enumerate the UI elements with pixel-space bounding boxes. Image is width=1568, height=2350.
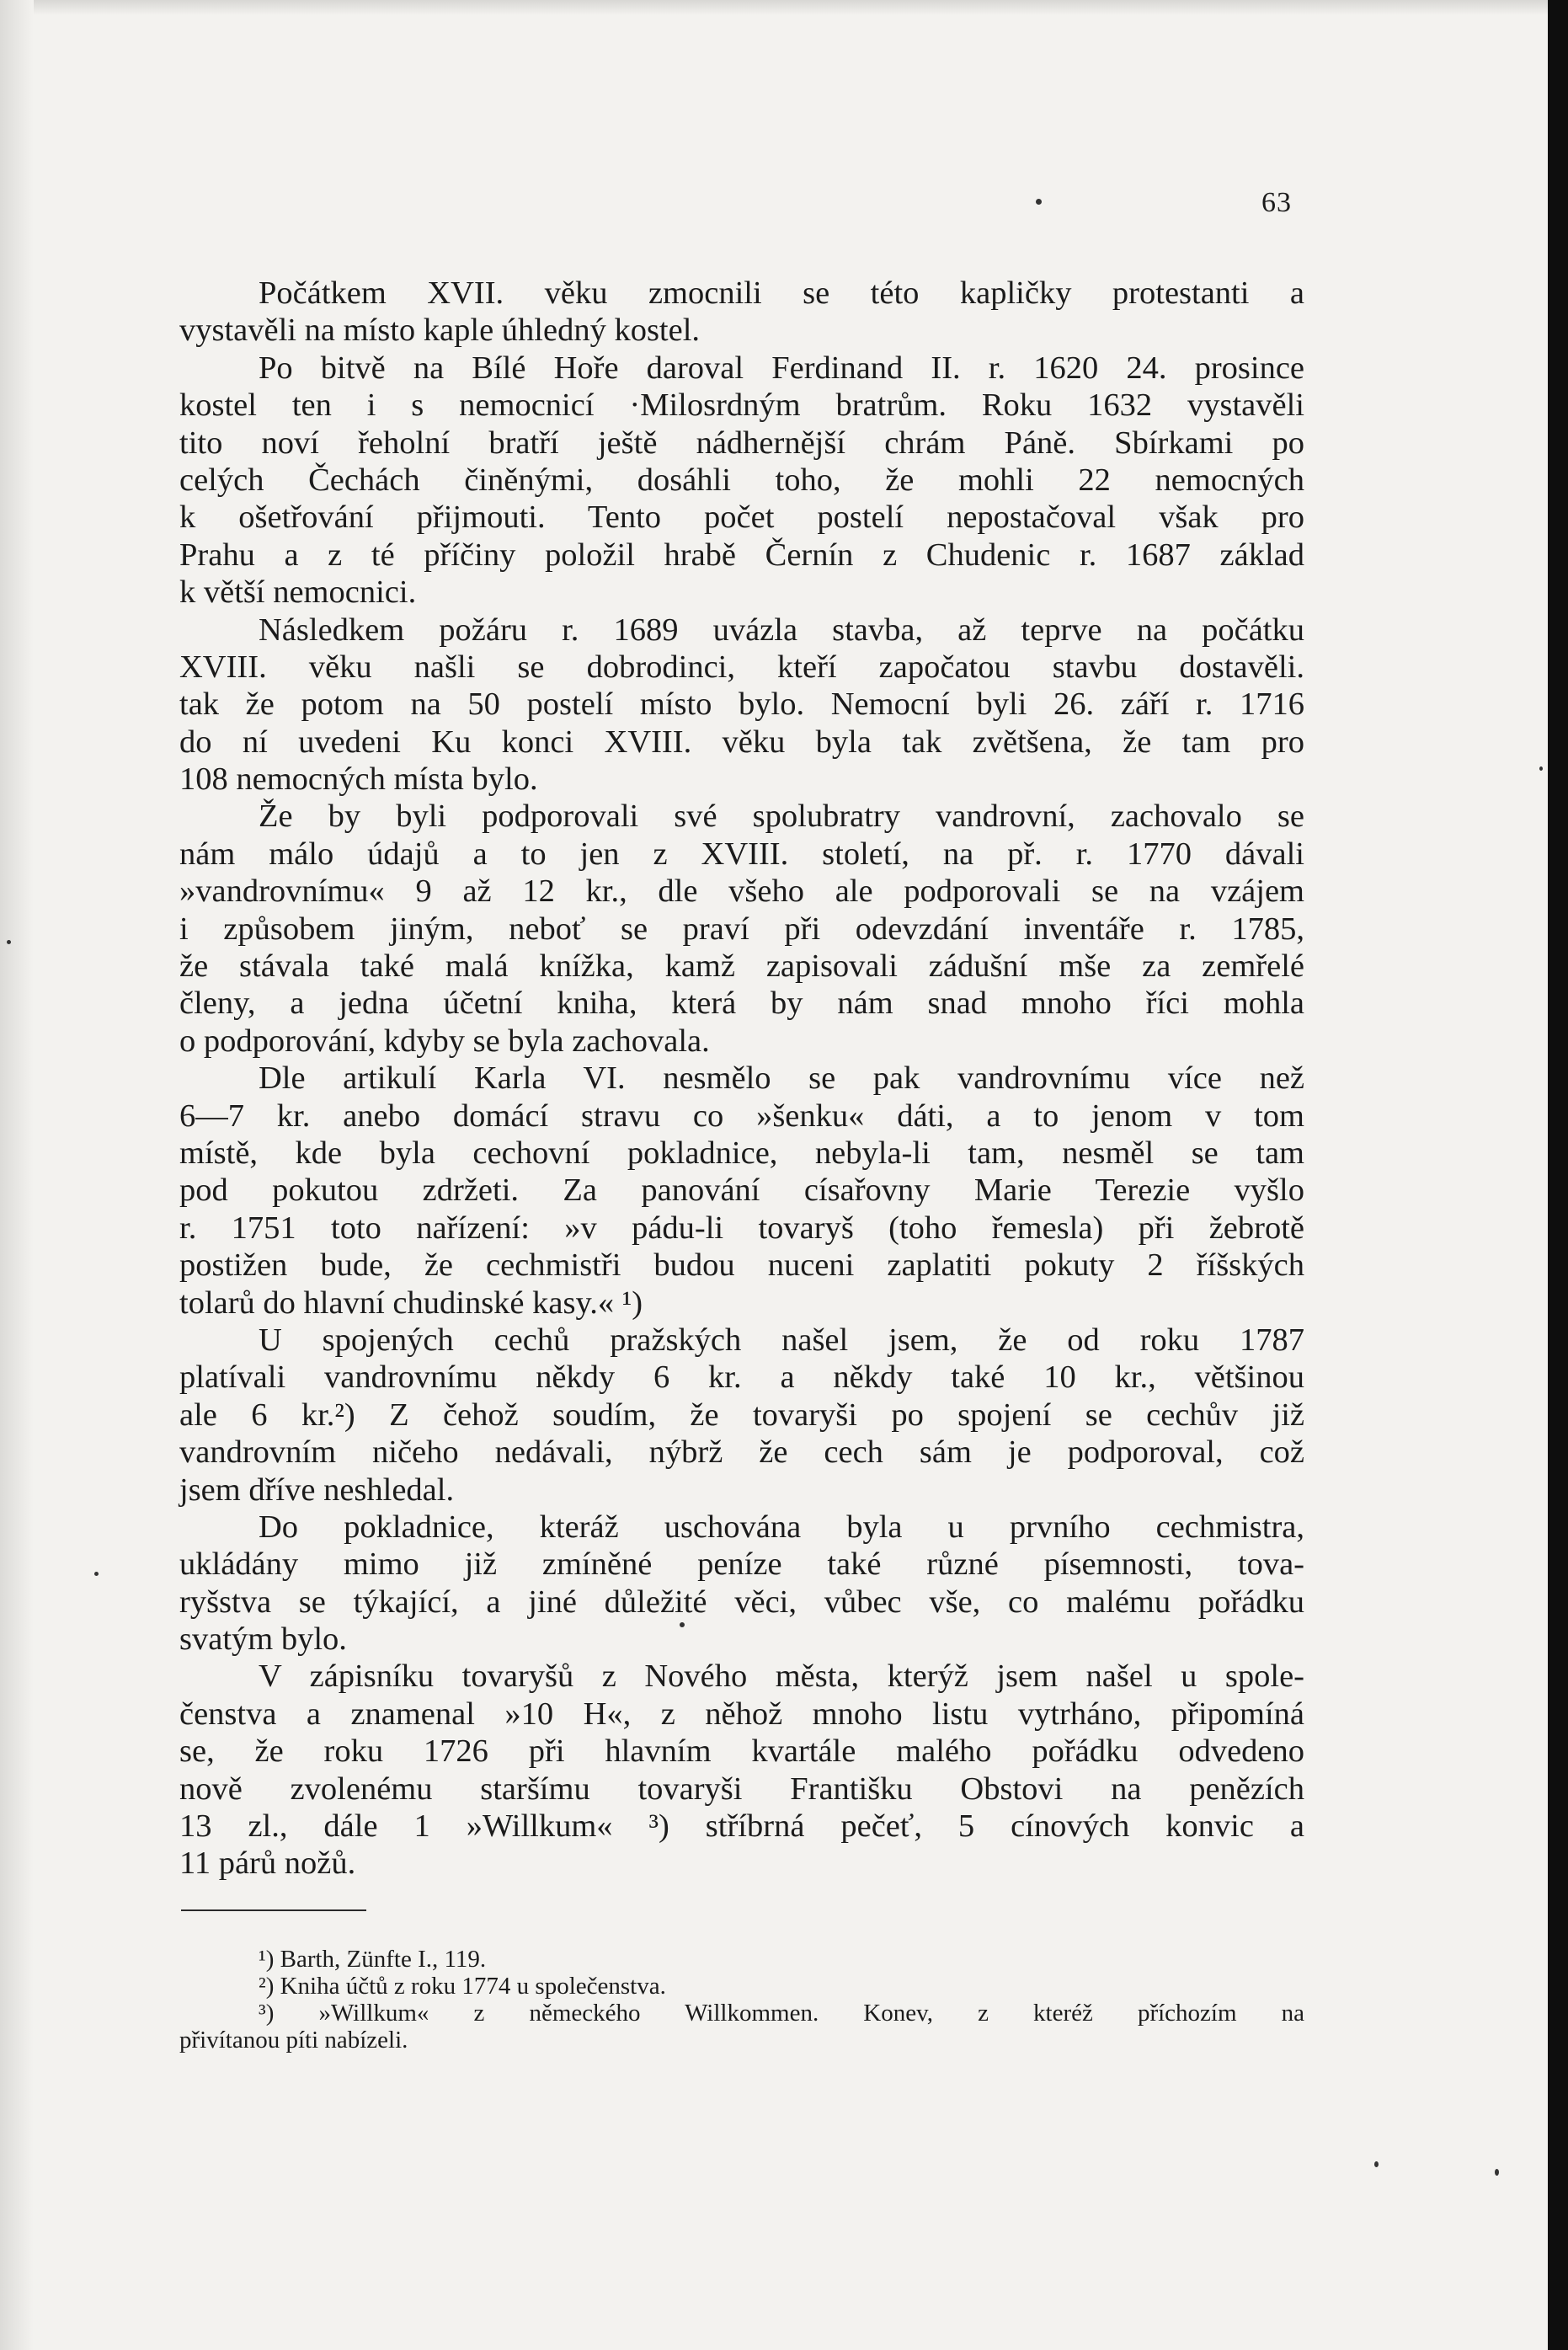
- scan-speck: [7, 940, 11, 944]
- scan-edge-top: [0, 0, 1568, 15]
- text-line: svatým bylo.: [179, 1621, 347, 1658]
- text-line: čenstva a znamenal »10 H«, z něhož mnoho listu vytrháno, připomíná: [179, 1696, 1304, 1732]
- text-line: V zápisníku tovaryšů z Nového města, kterýž jsem našel u spole-: [259, 1658, 1304, 1695]
- scan-speck: [1036, 199, 1042, 205]
- text-line: k větší nemocnici.: [179, 574, 417, 611]
- scan-edge-left: [0, 0, 34, 2350]
- text-line: že stávala také malá knížka, kamž zapisovali zádušní mše za zemřelé: [179, 948, 1304, 985]
- scan-speck: [680, 1622, 685, 1627]
- text-line: 6—7 kr. anebo domácí stravu co »šenku« dáti, a to jenom v tom: [179, 1098, 1304, 1134]
- text-line: i způsobem jiným, neboť se praví při odevzdání inventáře r. 1785,: [179, 911, 1304, 947]
- text-line: nám málo údajů a to jen z XVIII. století, na př. r. 1770 dávali: [179, 836, 1304, 872]
- text-line: ale 6 kr.²) Z čehož soudím, že tovaryši po spojení se cechův již: [179, 1397, 1304, 1433]
- footnotes: [179, 1946, 1304, 2054]
- text-line: nově zvolenému staršímu tovaryši Františku Obstovi na penězích: [179, 1771, 1304, 1807]
- text-line: 11 párů nožů.: [179, 1845, 356, 1882]
- text-line: o podporování, kdyby se byla zachovala.: [179, 1023, 710, 1059]
- text-line: tito noví řeholní bratří ještě nádhernější chrám Páně. Sbírkami po: [179, 425, 1304, 461]
- text-line: ukládány mimo již zmíněné peníze také různé písemnosti, tova-: [179, 1546, 1304, 1583]
- text-line: Následkem požáru r. 1689 uvázla stavba, až teprve na počátku: [259, 612, 1304, 648]
- text-line: »vandrovnímu« 9 až 12 kr., dle všeho ale podporovali se na vzájem: [179, 873, 1304, 910]
- text-line: platívali vandrovnímu někdy 6 kr. a někdy také 10 kr., většinou: [179, 1359, 1304, 1396]
- text-line: tolarů do hlavní chudinské kasy.« ¹): [179, 1284, 643, 1321]
- footnote-line: ³) »Willkum« z německého Willkommen. Konev, z kteréž příchozím na: [259, 2000, 1304, 2027]
- text-line: kostel ten i s nemocnicí ·Milosrdným bratrům. Roku 1632 vystavěli: [179, 387, 1304, 424]
- text-line: vystavěli na místo kaple úhledný kostel.: [179, 312, 701, 349]
- text-line: ryšstva se týkající, a jiné důležité věci, vůbec vše, co malému pořádku: [179, 1584, 1304, 1620]
- text-line: postižen bude, že cechmistři budou nuceni zaplatiti pokuty 2 říšských: [179, 1247, 1304, 1284]
- text-line: se, že roku 1726 při hlavním kvartále malého pořádku odvedeno: [179, 1733, 1304, 1770]
- text-line: Počátkem XVII. věku zmocnili se této kapličky protestanti a: [259, 275, 1304, 311]
- scan-speck: [1495, 2169, 1499, 2176]
- text-line: Prahu a z té příčiny položil hrabě Černín z Chudenic r. 1687 základ: [179, 537, 1304, 573]
- text-line: Do pokladnice, kteráž uschována byla u prvního cechmistra,: [259, 1509, 1304, 1545]
- footnote-line: ²) Kniha účtů z roku 1774 u společenstva.: [259, 1973, 666, 2000]
- scan-speck: [1374, 2161, 1379, 2167]
- text-line: vandrovním ničeho nedávali, nýbrž že cech sám je podporoval, což: [179, 1434, 1304, 1471]
- scan-speck: [94, 1572, 99, 1576]
- footnote-line: ¹) Barth, Zünfte I., 119.: [259, 1946, 487, 1973]
- text-line: 13 zl., dále 1 »Willkum« ³) stříbrná pečeť, 5 cínových konvic a: [179, 1808, 1304, 1845]
- text-line: k ošetřování přijmouti. Tento počet postelí nepostačoval však pro: [179, 499, 1304, 536]
- text-line: tak že potom na 50 postelí místo bylo. Nemocní byli 26. září r. 1716: [179, 686, 1304, 723]
- text-line: jsem dříve neshledal.: [179, 1471, 455, 1508]
- scan-edge-right: [1548, 0, 1568, 2350]
- text-line: do ní uvedeni Ku konci XVIII. věku byla tak zvětšena, že tam pro: [179, 724, 1304, 760]
- footnote-separator: [181, 1909, 366, 1911]
- text-line: XVIII. věku našli se dobrodinci, kteří započatou stavbu dostavěli.: [179, 649, 1304, 685]
- text-line: r. 1751 toto nařízení: »v pádu-li tovaryš (toho řemesla) při žebrotě: [179, 1210, 1304, 1246]
- scan-speck: [1539, 766, 1543, 771]
- text-line: Po bitvě na Bílé Hoře daroval Ferdinand II. r. 1620 24. prosince: [259, 350, 1304, 386]
- footnote-line: přivítanou píti nabízeli.: [179, 2027, 408, 2054]
- text-line: místě, kde byla cechovní pokladnice, nebyla-li tam, nesměl se tam: [179, 1135, 1304, 1171]
- text-line: U spojených cechů pražských našel jsem, že od roku 1787: [259, 1322, 1304, 1358]
- text-line: 108 nemocných místa bylo.: [179, 761, 538, 798]
- body-text: [179, 275, 1304, 1883]
- text-line: Že by byli podporovali své spolubratry vandrovní, zachovalo se: [259, 798, 1304, 835]
- text-line: celých Čechách činěnými, dosáhli toho, že mohli 22 nemocných: [179, 462, 1304, 498]
- page-number: 63: [1261, 187, 1292, 218]
- text-line: Dle artikulí Karla VI. nesmělo se pak vandrovnímu více než: [259, 1060, 1304, 1097]
- text-line: členy, a jedna účetní kniha, která by nám snad mnoho říci mohla: [179, 985, 1304, 1022]
- text-line: pod pokutou zdržeti. Za panování císařovny Marie Terezie vyšlo: [179, 1172, 1304, 1209]
